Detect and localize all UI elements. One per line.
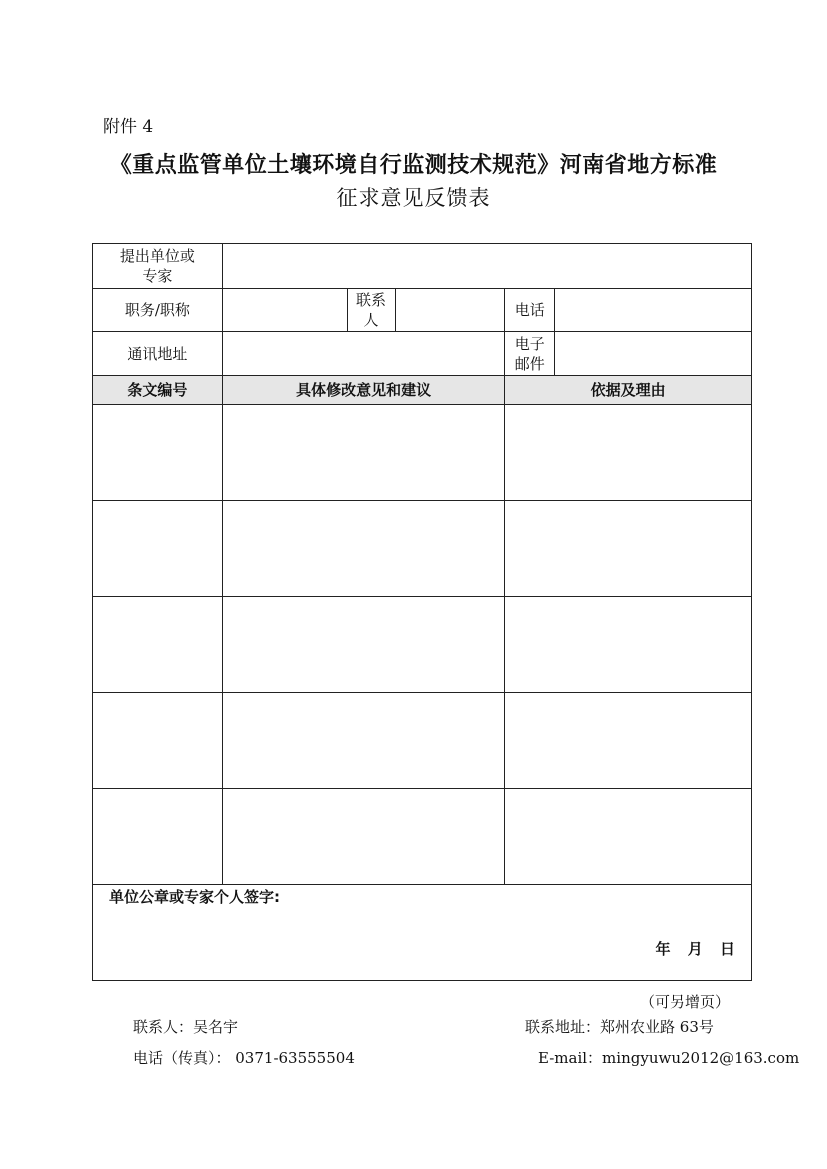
contact-phone: 电话（传真）： 0371-63555504 — [133, 1049, 355, 1067]
suggestion-cell[interactable] — [222, 405, 505, 501]
title-field[interactable] — [222, 289, 347, 332]
attachment-label: 附件 4 — [103, 117, 154, 137]
table-row — [93, 789, 752, 885]
contact-email[interactable]: E-mail：mingyuwu2012@163.com — [538, 1049, 800, 1067]
date-label: 年 月 日 — [655, 940, 735, 958]
document-title: 《重点监管单位土壤环境自行监测技术规范》河南省地方标准 — [109, 153, 718, 178]
address-field[interactable] — [222, 332, 505, 376]
submitter-label: 提出单位或 专家 — [93, 244, 223, 289]
table-row — [93, 501, 752, 597]
contact-address: 联系地址：郑州农业路 63号 — [525, 1018, 714, 1036]
reason-cell[interactable] — [505, 789, 752, 885]
title-label: 职务/职称 — [93, 289, 223, 332]
column-header-suggestion: 具体修改意见和建议 — [222, 376, 505, 405]
email-label: 电子 邮件 — [505, 332, 555, 376]
suggestion-cell[interactable] — [222, 789, 505, 885]
column-header-clause: 条文编号 — [93, 376, 223, 405]
document-subtitle: 征求意见反馈表 — [336, 186, 491, 210]
reason-cell[interactable] — [505, 501, 752, 597]
reason-cell[interactable] — [505, 693, 752, 789]
clause-cell[interactable] — [93, 789, 223, 885]
extra-pages-note: （可另增页） — [640, 993, 731, 1011]
column-header-reason: 依据及理由 — [505, 376, 752, 405]
email-field[interactable] — [555, 332, 752, 376]
phone-field[interactable] — [555, 289, 752, 332]
clause-cell[interactable] — [93, 501, 223, 597]
reason-cell[interactable] — [505, 597, 752, 693]
phone-label: 电话 — [505, 289, 555, 332]
table-row — [93, 693, 752, 789]
clause-cell[interactable] — [93, 693, 223, 789]
table-row — [93, 597, 752, 693]
contact-label: 联系 人 — [347, 289, 395, 332]
table-row — [93, 405, 752, 501]
signature-label: 单位公章或专家个人签字: — [109, 888, 280, 906]
signature-cell[interactable] — [93, 885, 752, 981]
contact-field[interactable] — [395, 289, 505, 332]
submitter-field[interactable] — [222, 244, 751, 289]
address-label: 通讯地址 — [93, 332, 223, 376]
contact-person: 联系人：吴名宇 — [133, 1018, 239, 1036]
reason-cell[interactable] — [505, 405, 752, 501]
feedback-form-table — [92, 243, 752, 981]
suggestion-cell[interactable] — [222, 597, 505, 693]
clause-cell[interactable] — [93, 405, 223, 501]
clause-cell[interactable] — [93, 597, 223, 693]
suggestion-cell[interactable] — [222, 693, 505, 789]
suggestion-cell[interactable] — [222, 501, 505, 597]
